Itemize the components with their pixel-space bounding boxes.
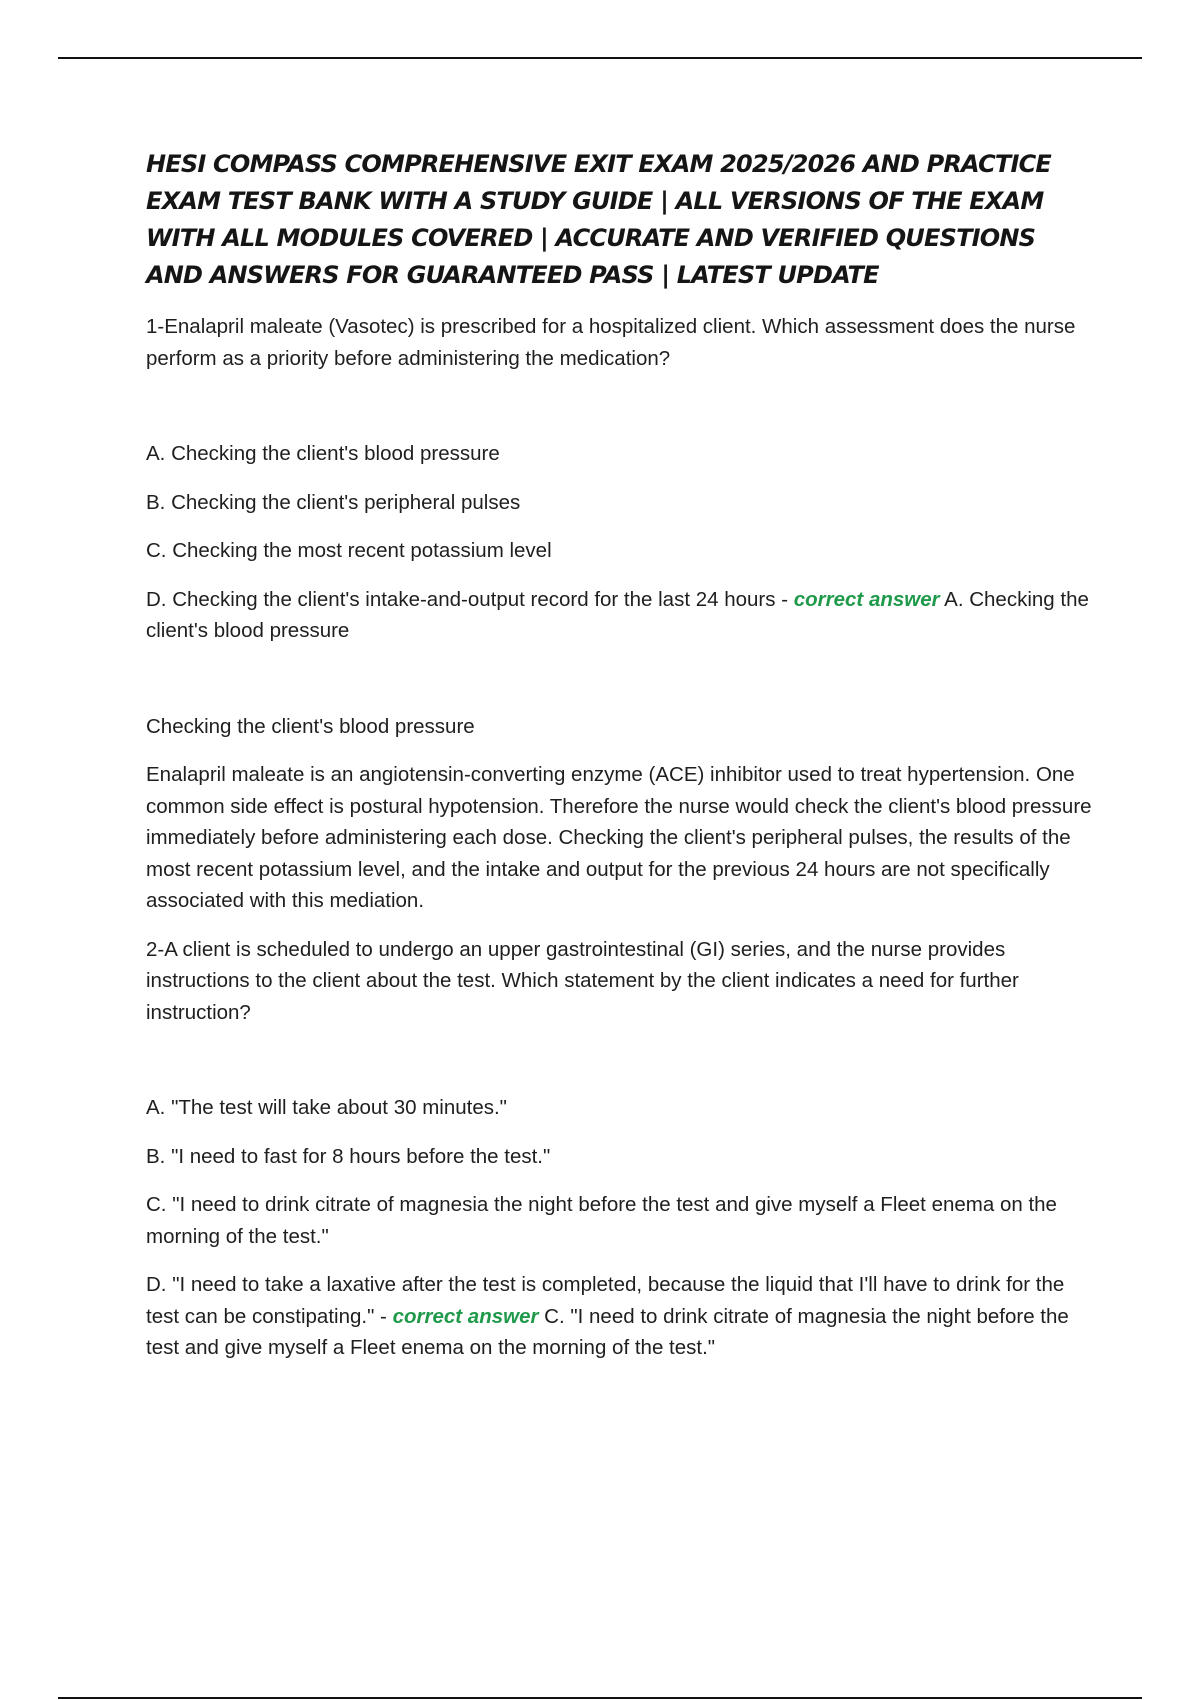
- question-2-answer: C. "I need to drink citrate of magnesia the night before the test and give myself a Fleet enema on the morning of the test.": [146, 1304, 1069, 1359]
- question-1-option-c: C. Checking the most recent potassium level: [146, 539, 552, 562]
- header-rule: [58, 57, 1142, 59]
- document-title: HESI COMPASS COMPREHENSIVE EXIT EXAM 2025/2026 AND PRACTICE EXAM TEST BANK WITH A STUDY GUIDE | ALL VERSIONS OF THE EXAM WITH ALL MODULES COVERED | ACCURATE AND VERIFIED QUESTIONS AND ANSWERS FOR GUARANTEED PASS | LATEST UPDATE: [146, 150, 1051, 289]
- footer-rule: [58, 1697, 1142, 1699]
- question-1-answer: A. Checking the client's blood pressure: [146, 587, 1089, 642]
- question-2-option-d-text: D. "I need to take a laxative after the test is completed, because the liquid that I'll have to drink for the test can be constipating." -: [146, 1273, 1065, 1328]
- question-2-correct-label: correct answer: [392, 1304, 539, 1328]
- question-1-option-a: A. Checking the client's blood pressure: [146, 442, 500, 465]
- question-1-answer-repeat: Checking the client's blood pressure: [146, 714, 475, 738]
- document-body: [146, 146, 1096, 1364]
- question-1-option-b: B. Checking the client's peripheral pulses: [146, 490, 521, 514]
- question-1-option-d: [146, 584, 1096, 647]
- question-2-option-a: A. "The test will take about 30 minutes.": [146, 1096, 507, 1119]
- question-1-correct-label: correct answer: [793, 587, 940, 611]
- question-2-option-d: [146, 1269, 1096, 1364]
- question-1-stem: 1-Enalapril maleate (Vasotec) is prescribed for a hospitalized client. Which assessment does the nurse perform as a priority before administering the medication?: [146, 315, 1076, 370]
- question-2-stem: 2-A client is scheduled to undergo an upper gastrointestinal (GI) series, and the nurse provides instructions to the client about the test. Which statement by the client indicates a need for further instruction?: [146, 937, 1019, 1024]
- question-1-rationale: Enalapril maleate is an angiotensin-converting enzyme (ACE) inhibitor used to treat hypertension. One common side effect is postural hypotension. Therefore the nurse would check the client's blood pressure immediately before administering each dose. Checking the client's peripheral pulses, the results of the most recent potassium level, and the intake and output for the previous 24 hours are not specifically associated with this mediation.: [146, 763, 1092, 912]
- question-1-option-d-text: D. Checking the client's intake-and-output record for the last 24 hours -: [146, 587, 794, 611]
- question-2-option-c: C. "I need to drink citrate of magnesia the night before the test and give myself a Fleet enema on the morning of the test.": [146, 1193, 1057, 1248]
- question-2-option-b: B. "I need to fast for 8 hours before the test.": [146, 1144, 551, 1168]
